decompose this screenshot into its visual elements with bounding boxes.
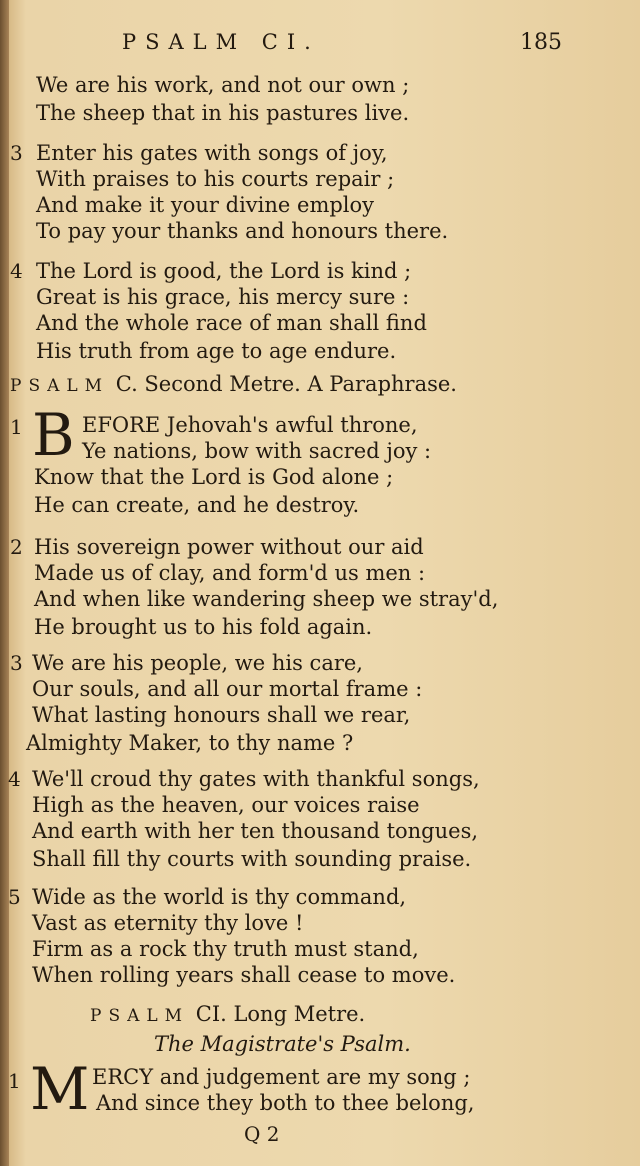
verse-line: His truth from age to age endure. xyxy=(36,339,397,363)
stanza-number: 1 xyxy=(10,415,23,439)
stanza-number: 4 xyxy=(10,259,23,283)
verse-line: And when like wandering sheep we stray'd, xyxy=(34,587,499,611)
verse-line: Firm as a rock thy truth must stand, xyxy=(32,937,419,961)
verse-line: EFORE Jehovah's awful throne, xyxy=(82,413,418,437)
verse-line: He brought us to his fold again. xyxy=(34,615,373,639)
running-head: PSALM CI. xyxy=(122,30,320,54)
verse-line: He can create, and he destroy. xyxy=(34,493,360,517)
page-number: 185 xyxy=(520,30,562,55)
verse-line: Ye nations, bow with sacred joy : xyxy=(82,439,432,463)
verse-line: To pay your thanks and honours there. xyxy=(36,219,449,243)
verse-line: Wide as the world is thy command, xyxy=(32,885,407,909)
verse-line: ERCY and judgement are my song ; xyxy=(92,1065,471,1089)
verse-line: And make it your divine employ xyxy=(36,193,375,217)
verse-line: Made us of clay, and form'd us men : xyxy=(34,561,426,585)
signature-mark: Q 2 xyxy=(244,1122,280,1146)
verse-line: His sovereign power without our aid xyxy=(34,535,424,559)
stanza-number: 5 xyxy=(8,885,21,909)
stanza-number: 2 xyxy=(10,535,23,559)
verse-line: And earth with her ten thousand tongues, xyxy=(32,819,479,843)
verse-line: Shall fill thy courts with sounding praise. xyxy=(32,847,472,871)
heading-psalm-word: PSALM xyxy=(10,376,110,396)
verse-line: Enter his gates with songs of joy, xyxy=(36,141,388,165)
verse-line: And since they both to thee belong, xyxy=(96,1091,475,1115)
section-heading xyxy=(10,372,457,396)
heading-psalm-word: PSALM xyxy=(90,1006,190,1026)
heading-text: CI. Long Metre. xyxy=(195,1002,366,1026)
drop-cap: B xyxy=(32,401,75,469)
verse-line: When rolling years shall cease to move. xyxy=(32,963,456,987)
verse-line: Almighty Maker, to thy name ? xyxy=(26,731,354,755)
verse-line: The sheep that in his pastures live. xyxy=(36,101,410,125)
drop-cap: M xyxy=(30,1055,90,1123)
verse-line: High as the heaven, our voices raise xyxy=(32,793,420,817)
verse-line: Vast as eternity thy love ! xyxy=(32,911,304,935)
verse-line: We are his work, and not our own ; xyxy=(36,73,410,97)
page-gutter xyxy=(0,0,9,1166)
verse-line: And the whole race of man shall find xyxy=(36,311,427,335)
verse-line: Our souls, and all our mortal frame : xyxy=(32,677,423,701)
verse-line: With praises to his courts repair ; xyxy=(36,167,395,191)
section-heading xyxy=(90,1002,365,1026)
heading-text: C. Second Metre. A Paraphrase. xyxy=(115,372,457,396)
verse-line: The Lord is good, the Lord is kind ; xyxy=(36,259,412,283)
verse-line: We'll croud thy gates with thankful songs, xyxy=(32,767,480,791)
stanza-number: 4 xyxy=(8,767,21,791)
verse-line: We are his people, we his care, xyxy=(32,651,363,675)
verse-line: Know that the Lord is God alone ; xyxy=(34,465,394,489)
verse-line: What lasting honours shall we rear, xyxy=(32,703,411,727)
stanza-number: 3 xyxy=(10,141,23,165)
verse-line: Great is his grace, his mercy sure : xyxy=(36,285,410,309)
psalm-subtitle: The Magistrate's Psalm. xyxy=(154,1032,411,1056)
stanza-number: 3 xyxy=(10,651,23,675)
stanza-number: 1 xyxy=(8,1069,21,1093)
